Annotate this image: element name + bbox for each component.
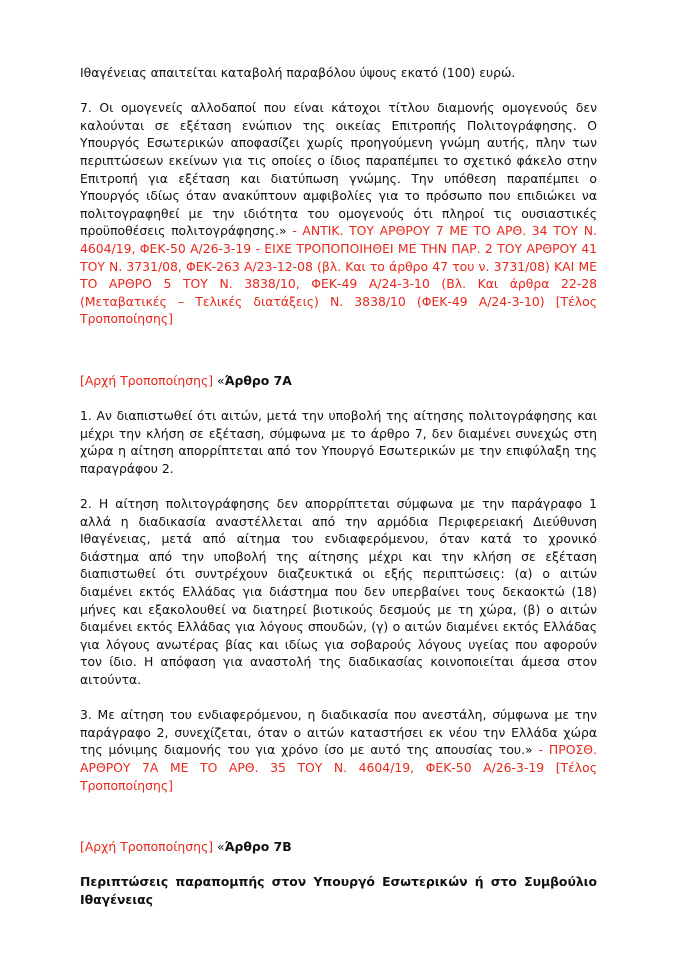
intro-paragraph: Ιθαγένειας απαιτείται καταβολή παραβόλου ύψους εκατό (100) ευρώ.	[80, 65, 516, 80]
quote-open-7b: «	[213, 839, 225, 855]
article-7a-paragraph-3-text: 3. Με αίτηση του ενδιαφερόμενου, η διαδικασία που ανεστάλη, σύμφωνα με την παράγραφο 2, συνεχίζεται, όταν ο αιτών καταστήσει εκ νέου την Ελλάδα χώρα της μόνιμης διαμονής του για χρόνο ίσο με αυτό της απουσίας του.»	[80, 707, 597, 758]
amendment-marker-7b: [Αρχή Τροποποίησης]	[80, 839, 214, 855]
article-7b-header	[80, 838, 597, 856]
article-7a-title: Άρθρο 7Α	[224, 372, 292, 388]
amendment-marker-7a: [Αρχή Τροποποίησης]	[80, 372, 214, 388]
article-7b-heading: Περιπτώσεις παραπομπής στον Υπουργό Εσωτερικών ή στο Συμβούλιο Ιθαγένειας	[80, 874, 597, 907]
amendment-note-7: - ΑΝΤΙΚ. ΤΟΥ ΑΡΘΡΟΥ 7 ΜΕ ΤΟ ΑΡΘ. 34 ΤΟΥ Ν. 4604/19, ΦΕΚ-50 Α/26-3-19 - ΕΙΧΕ ΤΡΟΠΟΠΟΙΗΘΕΙ ΜΕ ΤΗΝ ΠΑΡ. 2 ΤΟΥ ΑΡΘΡΟΥ 41 ΤΟΥ Ν. 3731/08, ΦΕΚ-263 Α/23-12-08 (βλ. Και το άρθρο 47 του ν. 3731/08) ΚΑΙ ΜΕ ΤΟ ΑΡΘΡΟ 5 ΤΟΥ Ν. 3838/10, ΦΕΚ-49 Α/24-3-10 (Βλ. Και άρθρα 22-28 (Μεταβατικές – Τελικές διατάξεις) Ν. 3838/10 (ΦΕΚ-49 Α/24-3-10) [Τέλος Τροποποίησης]	[80, 223, 597, 327]
quote-open-7a: «	[213, 372, 225, 388]
article-7a-header	[80, 372, 597, 390]
article-7a-paragraph-2: 2. Η αίτηση πολιτογράφησης δεν απορρίπτεται σύμφωνα με την παράγραφο 1 αλλά η διαδικασία αναστέλλεται από την αρμόδια Περιφερειακή Διεύθυνση Ιθαγένειας, μετά από αίτημα του ενδιαφερόμενου, όταν κατά το χρονικό διάστημα από την υποβολή της αίτησης μέχρι και την κλήση σε εξέταση διαπιστωθεί ότι συντρέχουν διαζευκτικά οι εξής περιπτώσεις: (α) ο αιτών διαμένει εκτός Ελλάδας για διάστημα που δεν υπερβαίνει τους δεκαοκτώ (18) μήνες και εξακολουθεί να διατηρεί βιοτικούς δεσμούς με τη χώρα, (β) ο αιτών διαμένει εκτός Ελλάδας για λόγους σπουδών, (γ) ο αιτών διαμένει εκτός Ελλάδας για λόγους ανωτέρας βίας και ιδίως για σοβαρούς λόγους υγείας που αφορούν τον ίδιο. Η απόφαση για αναστολή της διαδικασίας κοινοποιείται άμεσα στον αιτούντα.	[80, 496, 597, 687]
article-7b-title: Άρθρο 7Β	[224, 839, 292, 855]
paragraph-7	[80, 99, 597, 328]
paragraph-7-text: 7. Οι ομογενείς αλλοδαποί που είναι κάτοχοι τίτλου διαμονής ομογενούς δεν καλούνται σε εξέταση ενώπιον της οικείας Επιτροπής Πολιτογράφησης. Ο Υπουργός Εσωτερικών αποφασίζει χωρίς προηγούμενη γνώμη αυτής, πλην των περιπτώσεων εκείνων για τις οποίες ο ίδιος παραπέμπει το σχετικό φάκελο στην Επιτροπή για εξέταση και διατύπωση γνώμης. Την υπόθεση παραπέμπει ο Υπουργός ιδίως όταν ανακύπτουν αμφιβολίες για το πρόσωπο που επιδιώκει να πολιτογραφηθεί με την ιδιότητα του ομογενούς ότι πληροί τις ουσιαστικές προϋποθέσεις πολιτογράφησης.»	[80, 100, 597, 239]
amendment-note-7a: - ΠΡΟΣΘ. ΑΡΘΡΟΥ 7Α ΜΕ ΤΟ ΑΡΘ. 35 ΤΟΥ Ν. 4604/19, ΦΕΚ-50 Α/26-3-19 [Τέλος Τροποποίησης]	[80, 742, 597, 793]
document-page	[80, 64, 597, 909]
article-7a-paragraph-1: 1. Αν διαπιστωθεί ότι αιτών, μετά την υποβολή της αίτησης πολιτογράφησης και μέχρι την κλήση σε εξέταση, σύμφωνα με το άρθρο 7, δεν διαμένει συνεχώς στη χώρα η αίτηση απορρίπτεται από τον Υπουργό Εσωτερικών με την επιφύλαξη της παραγράφου 2.	[80, 408, 597, 476]
article-7a-paragraph-3	[80, 706, 597, 794]
